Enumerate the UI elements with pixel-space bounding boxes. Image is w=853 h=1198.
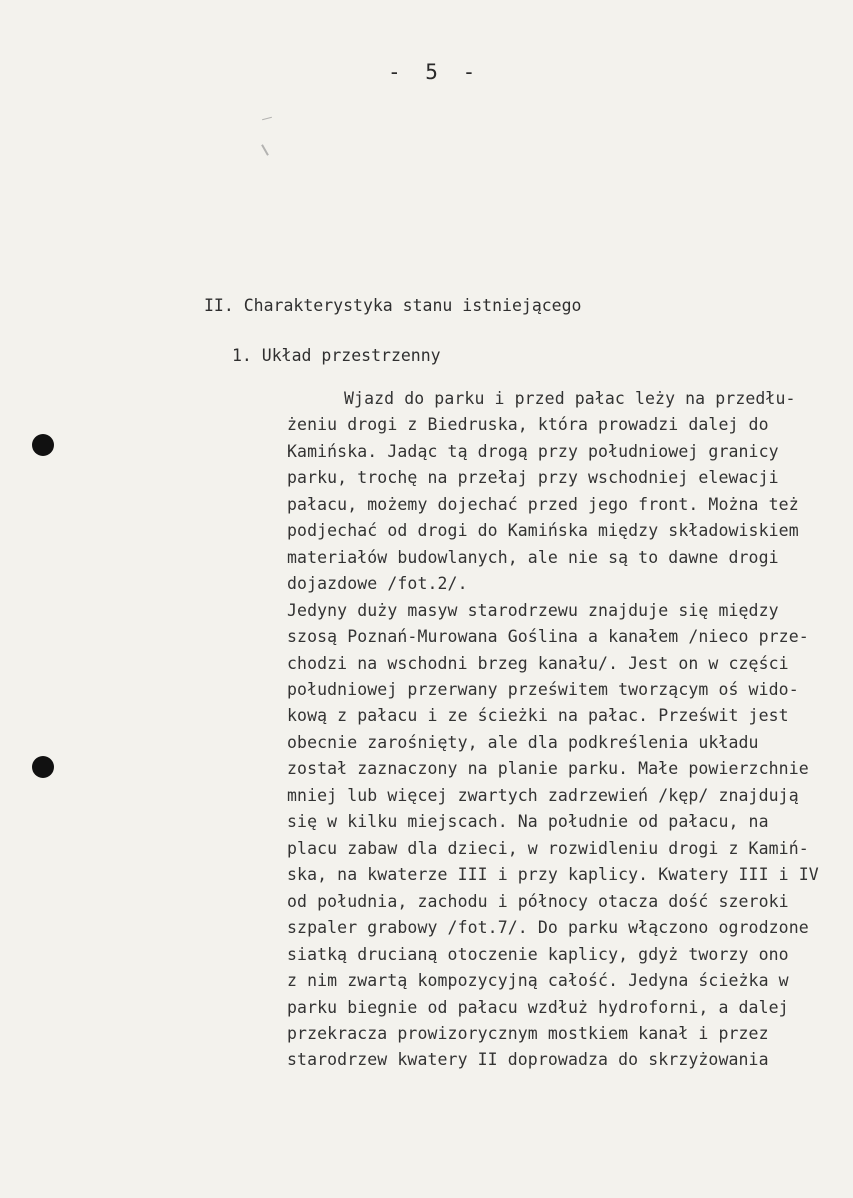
text-line: szpaler grabowy /fot.7/. Do parku włączono ogrodzone <box>287 918 809 937</box>
text-line: obecnie zarośnięty, ale dla podkreślenia układu <box>287 733 759 752</box>
text-line: placu zabaw dla dzieci, w rozwidleniu drogi z Kamiń- <box>287 839 809 858</box>
text-line: się w kilku miejscach. Na południe od pałacu, na <box>287 812 769 831</box>
section-heading: II. Charakterystyka stanu istniejącego <box>204 296 582 315</box>
page-number: - 5 - <box>388 60 482 84</box>
text-line: kową z pałacu i ze ścieżki na pałac. Prześwit jest <box>287 706 789 725</box>
text-line: Jedyny duży masyw starodrzewu znajduje się między <box>287 601 779 620</box>
text-line: od południa, zachodu i północy otacza dość szeroki <box>287 892 789 911</box>
text-line: z nim zwartą kompozycyjną całość. Jedyna ścieżka w <box>287 971 789 990</box>
text-line: ska, na kwaterze III i przy kaplicy. Kwatery III i IV <box>287 865 819 884</box>
text-line: dojazdowe /fot.2/. <box>287 574 468 593</box>
text-line: Wjazd do parku i przed pałac leży na przedłu- <box>344 389 796 408</box>
text-line: podjechać od drogi do Kamińska między składowiskiem <box>287 521 799 540</box>
text-line: południowej przerwany prześwitem tworzącym oś wido- <box>287 680 799 699</box>
text-line: żeniu drogi z Biedruska, która prowadzi dalej do <box>287 415 769 434</box>
text-line: został zaznaczony na planie parku. Małe powierzchnie <box>287 759 809 778</box>
subsection-heading: 1. Układ przestrzenny <box>232 346 441 365</box>
text-line: parku, trochę na przełaj przy wschodniej elewacji <box>287 468 779 487</box>
text-line: parku biegnie od pałacu wzdłuż hydroforni, a dalej <box>287 998 789 1017</box>
text-line: szosą Poznań-Murowana Goślina a kanałem /nieco prze- <box>287 627 809 646</box>
text-line: Kamińska. Jadąc tą drogą przy południowej granicy <box>287 442 779 461</box>
text-line: siatką drucianą otoczenie kaplicy, gdyż tworzy ono <box>287 945 789 964</box>
text-line: pałacu, możemy dojechać przed jego front. Można też <box>287 495 799 514</box>
text-line: mniej lub więcej zwartych zadrzewień /kęp/ znajdują <box>287 786 799 805</box>
text-line: materiałów budowlanych, ale nie są to dawne drogi <box>287 548 779 567</box>
text-line: starodrzew kwatery II doprowadza do skrzyżowania <box>287 1050 769 1069</box>
text-line: chodzi na wschodni brzeg kanału/. Jest on w części <box>287 654 789 673</box>
text-line: przekracza prowizorycznym mostkiem kanał i przez <box>287 1024 769 1043</box>
